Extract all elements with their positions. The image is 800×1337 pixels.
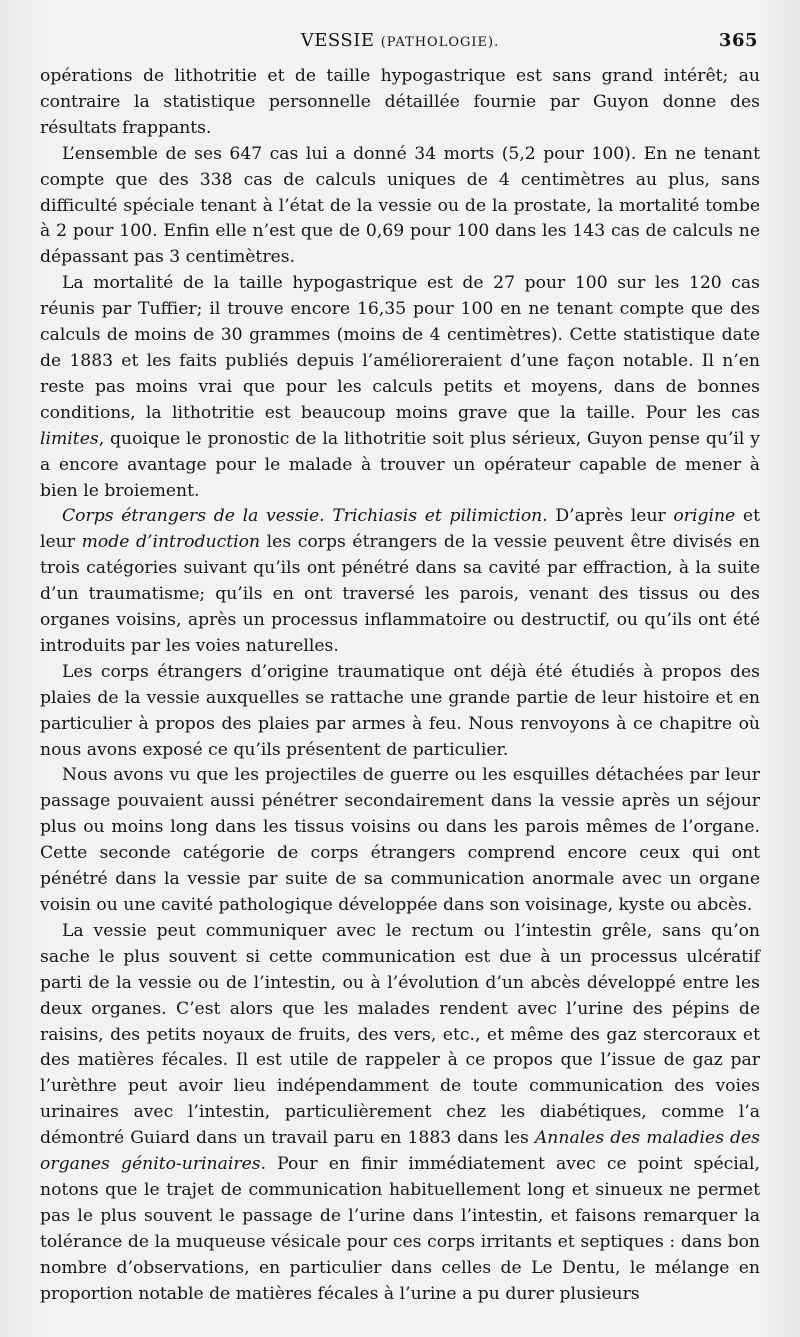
paragraph-4-text-a: D’après leur bbox=[547, 506, 674, 527]
paragraph-3 bbox=[40, 271, 760, 504]
paragraph-3-italic: limites bbox=[40, 428, 99, 449]
running-head bbox=[40, 28, 760, 64]
paragraph-7-text-b: . Pour en finir immédiatement avec ce point spécial, notons que le trajet de communication habituellement long et sinueux ne permet pas le plus souvent le passage de l’urine dans l’intestin, et faisons remarquer la tolérance de la muqueuse vésicale pour ces corps irritants et septiques : dans bon nombre d’observations, en particulier dans celles de Le Dentu, le mélange en proportion notable de matières fécales à l’urine a pu durer plusieurs bbox=[40, 1154, 760, 1304]
paragraph-3-text-b: , quoique le pronostic de la lithotritie soit plus sérieux, Guyon pense qu’il y a encore avantage pour le malade à trouver un opérateur capable de mener à bien le broiement. bbox=[40, 428, 760, 501]
paragraph-4-italic-origine: origine bbox=[673, 506, 736, 527]
section-heading-corps-etrangers: Corps étrangers de la vessie. Trichiasis et pilimiction. bbox=[62, 506, 548, 527]
paragraph-4 bbox=[40, 504, 760, 659]
paragraph-6-text: Nous avons vu que les projectiles de guerre ou les esquilles détachées par leur passage pouvaient aussi pénétrer secondairement dans la vessie après un séjour plus ou moins long dans les tissus voisins ou dans les parois mêmes de l’organe. Cette seconde catégorie de corps étrangers comprend encore ceux qui ont pénétré dans la vessie par suite de sa communication anormale avec un organe voisin ou une cavité pathologique développée dans son voisinage, kyste ou abcès. bbox=[40, 765, 760, 915]
body-text bbox=[40, 64, 760, 1308]
page-number: 365 bbox=[718, 30, 758, 51]
paragraph-5 bbox=[40, 660, 760, 764]
running-title-main: VESSIE bbox=[300, 30, 375, 51]
paragraph-4-text-b: et leur bbox=[40, 506, 760, 553]
paragraph-3-text-a: La mortalité de la taille hypogastrique est de 27 pour 100 sur les 120 cas réunis par Tuffier; il trouve encore 16,35 pour 100 en ne tenant compte que des calculs de moins de 30 grammes (moins de 4 centimètres). Cette statistique date de 1883 et les faits publiés depuis l’amélioreraient d’une façon notable. Il n’en reste pas moins vrai que pour les calculs petits et moyens, dans de bonnes conditions, la lithotritie est beaucoup moins grave que la taille. Pour les cas bbox=[40, 273, 760, 423]
paragraph-7-text-a: La vessie peut communiquer avec le rectum ou l’intestin grêle, sans qu’on sache le plus souvent si cette communication est due à un processus ulcératif parti de la vessie ou de l’intestin, ou à l’évolution d’un abcès développé entre les deux organes. C’est alors que les malades rendent avec l’urine des pépins de raisins, des petits noyaux de fruits, des vers, etc., et même des gaz stercoraux et des matières fécales. Il est utile de rappeler à ce propos que l’issue de gaz par l’urèthre peut avoir lieu indépendamment de toute communication des voies urinaires avec l’intestin, particulièrement chez les diabétiques, comme l’a démontré Guiard dans un travail paru en 1883 dans les bbox=[40, 920, 760, 1149]
paragraph-6 bbox=[40, 763, 760, 918]
paragraph-4-text-c: les corps étrangers de la vessie peuvent être divisés en trois catégories suivant qu’ils ont pénétré dans sa cavité par effraction, à la suite d’un traumatisme; qu’ils en ont traversé les parois, venant des tissus ou des organes voisins, après un processus inflammatoire ou destructif, ou qu’ils ont été introduits par les voies naturelles. bbox=[40, 532, 760, 656]
paragraph-4-italic-mode: mode d’introduction bbox=[81, 532, 261, 553]
running-title bbox=[301, 28, 499, 51]
paragraph-7-italic-annales: Annales des maladies des organes génito-urinaires bbox=[40, 1128, 761, 1175]
paragraph-1-text: opérations de lithotritie et de taille hypogastrique est sans grand intérêt; au contraire la statistique personnelle détaillée fournie par Guyon donne des résultats frappants. bbox=[40, 66, 760, 138]
paragraph-2-text: L’ensemble de ses 647 cas lui a donné 34 morts (5,2 pour 100). En ne tenant compte que des 338 cas de calculs uniques de 4 centimètres au plus, sans difficulté spéciale tenant à l’état de la vessie ou de la prostate, la mortalité tombe à 2 pour 100. Enfin elle n’est que de 0,69 pour 100 dans les 143 cas de calculs ne dépassant pas 3 centimètres. bbox=[40, 143, 760, 268]
paragraph-2 bbox=[40, 142, 760, 272]
running-title-sub: (PATHOLOGIE). bbox=[380, 35, 500, 50]
paragraph-1 bbox=[40, 64, 760, 142]
paragraph-5-text: Les corps étrangers d’origine traumatique ont déjà été étudiés à propos des plaies de la vessie auxquelles se rattache une grande partie de leur histoire et en particulier à propos des plaies par armes à feu. Nous renvoyons à ce chapitre où nous avons exposé ce qu’ils présentent de particulier. bbox=[40, 661, 760, 760]
paragraph-7 bbox=[40, 919, 760, 1308]
